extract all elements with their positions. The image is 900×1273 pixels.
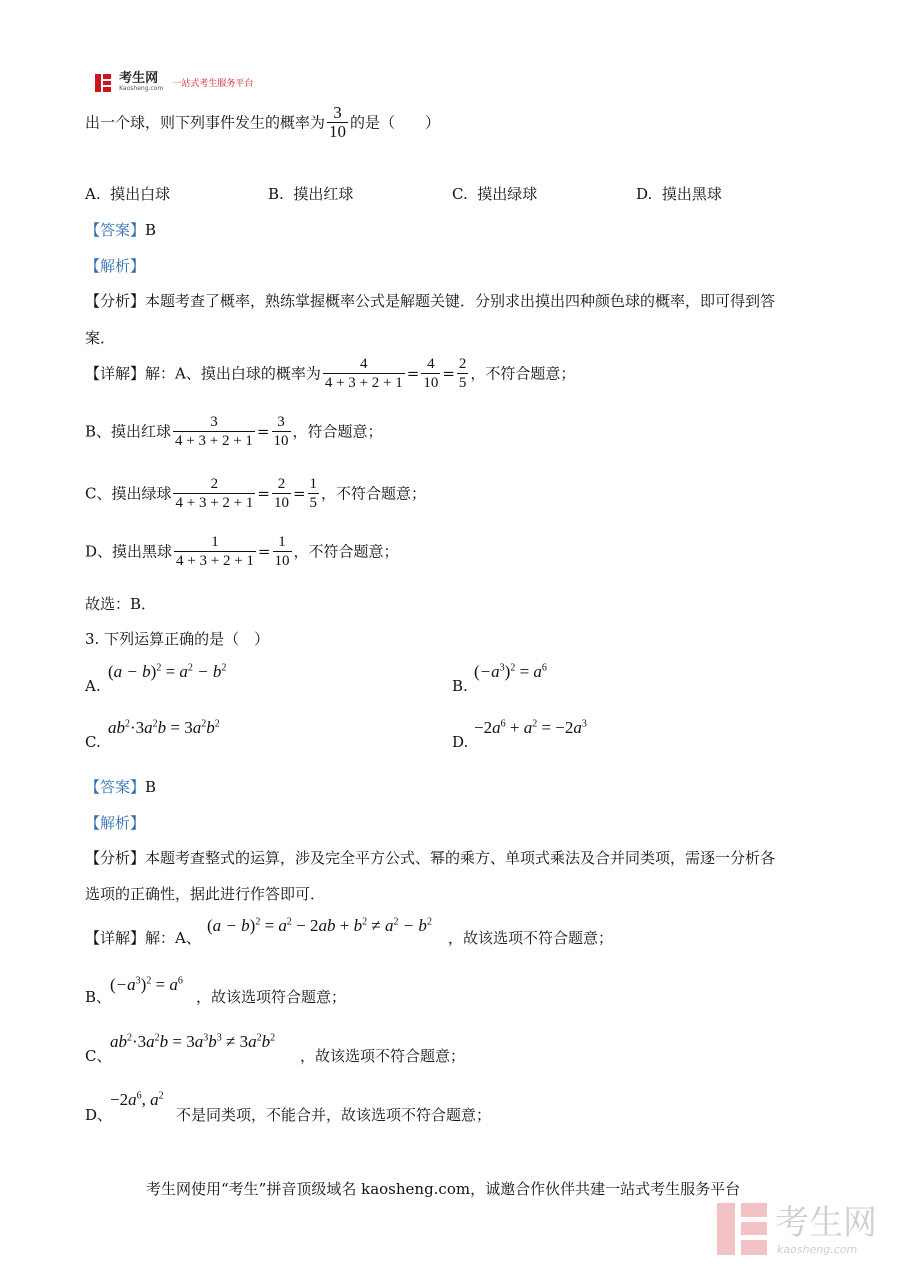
q3-option-b-letter: B. <box>452 677 468 695</box>
q2-detail-a: 【详解】解：A、摸出白球的概率为 $\frac{4}{4 + 3 + 2 + 1}$ = $\frac{4}{10}$ = $\frac{2}{5}$ ，不符合题意； <box>85 356 576 391</box>
q2-detail-c: C、摸出绿球 $\frac{2}{4 + 3 + 2 + 1}$ = $\frac{2}{10}$ = $\frac{1}{5}$ ，不符合题意； <box>85 476 427 511</box>
q3-analysis-line1: 【分析】本题考查整式的运算，涉及完全平方公式、幂的乘方、单项式乘法及合并同类项，需逐一分析各 <box>85 849 776 867</box>
q2-fraction: $\frac{3}{10}$ <box>329 103 347 141</box>
q2-answer: 【答案】B <box>85 221 157 239</box>
q3-stem: 3. 下列运算正确的是（ ） <box>85 630 270 648</box>
q3-option-c-letter: C. <box>85 733 101 751</box>
answer-tag: 【答案】 <box>85 778 146 796</box>
q3-option-d-formula: $-2a^6 + a^2 = -2a^3$ <box>474 718 587 737</box>
q2-stem-text: 出一个球，则下列事件发生的概率为 <box>85 113 326 132</box>
q3-option-a-letter: A. <box>85 677 101 695</box>
q2-option-d: D. 摸出黑球 <box>636 185 722 203</box>
q2-option-b: B. 摸出红球 <box>268 185 354 203</box>
q3-option-a-formula: $(a - b)^2 = a^2 - b^2$ <box>108 662 227 681</box>
answer-tag: 【答案】 <box>85 221 146 239</box>
q3-detail-a-formula: $(a - b)^2 = a^2 - 2ab + b^2 \ne a^2 - b^2$ <box>207 916 432 935</box>
footer-text: 考生网使用“考生”拼音顶级域名 kaosheng.com，诚邀合作伙伴共建一站式考生服务平台 <box>146 1180 741 1198</box>
q3-detail-c-prefix: C、 <box>85 1047 112 1065</box>
watermark-brand: 考生网 <box>775 1203 877 1243</box>
q3-analysis-tag: 【解析】 <box>85 814 146 832</box>
q2-analysis-line1: 【分析】本题考查了概率，熟练掌握概率公式是解题关键．分别求出摸出四种颜色球的概率，即可得到答 <box>85 292 776 310</box>
q3-detail-b-suffix: ，故该选项符合题意； <box>196 988 347 1006</box>
q3-detail-d-formula: $-2a^6$, $a^2$ <box>110 1090 164 1109</box>
q3-answer: 【答案】B <box>85 778 157 796</box>
q2-stem-end: 的是（ ） <box>350 113 441 132</box>
q3-detail-c-suffix: ，故该选项不符合题意； <box>300 1047 466 1065</box>
q2-option-c: C. 摸出绿球 <box>452 185 538 203</box>
q3-option-c-formula: $ab^2\cdot 3a^2b = 3a^2b^2$ <box>108 718 220 737</box>
q3-option-d-letter: D. <box>452 733 469 751</box>
watermark-url: kaosheng.com <box>777 1243 858 1256</box>
q3-detail-d-prefix: D、 <box>85 1106 113 1124</box>
q2-conclusion: 故选：B． <box>85 595 157 613</box>
q3-detail-b-formula: $(-a^3)^2 = a^6$ <box>110 975 183 994</box>
watermark-logo-icon <box>717 1203 767 1255</box>
q3-detail-b-prefix: B、 <box>85 988 112 1006</box>
q3-detail-d-suffix: 不是同类项，不能合并，故该选项不符合题意； <box>176 1106 492 1124</box>
brand-slogan: 一站式考生服务平台 <box>172 79 254 89</box>
brand-name: 考生网 Kaosheng.com <box>119 71 164 92</box>
q2-option-a: A. 摸出白球 <box>85 185 171 203</box>
q2-analysis-line2: 案． <box>85 329 116 347</box>
q2-stem <box>85 104 440 141</box>
q3-analysis-line2: 选项的正确性，据此进行作答即可． <box>85 885 326 903</box>
kaosheng-logo-icon <box>95 74 111 92</box>
q3-detail-a-prefix: 【详解】解：A、 <box>85 929 201 947</box>
q2-detail-b: B、摸出红球 $\frac{3}{4 + 3 + 2 + 1}$ = $\frac{3}{10}$ ，符合题意； <box>85 414 383 449</box>
q3-option-b-formula: $(-a^3)^2 = a^6$ <box>474 662 547 681</box>
q2-detail-d: D、摸出黑球 $\frac{1}{4 + 3 + 2 + 1}$ = $\frac{1}{10}$ ，不符合题意； <box>85 534 399 569</box>
q3-detail-c-formula: $ab^2\cdot 3a^2b = 3a^3b^3 \ne 3a^2b^2$ <box>110 1032 276 1051</box>
q3-detail-a-suffix: ，故该选项不符合题意； <box>448 929 614 947</box>
header-logo <box>95 72 253 94</box>
q2-analysis-tag: 【解析】 <box>85 257 146 275</box>
